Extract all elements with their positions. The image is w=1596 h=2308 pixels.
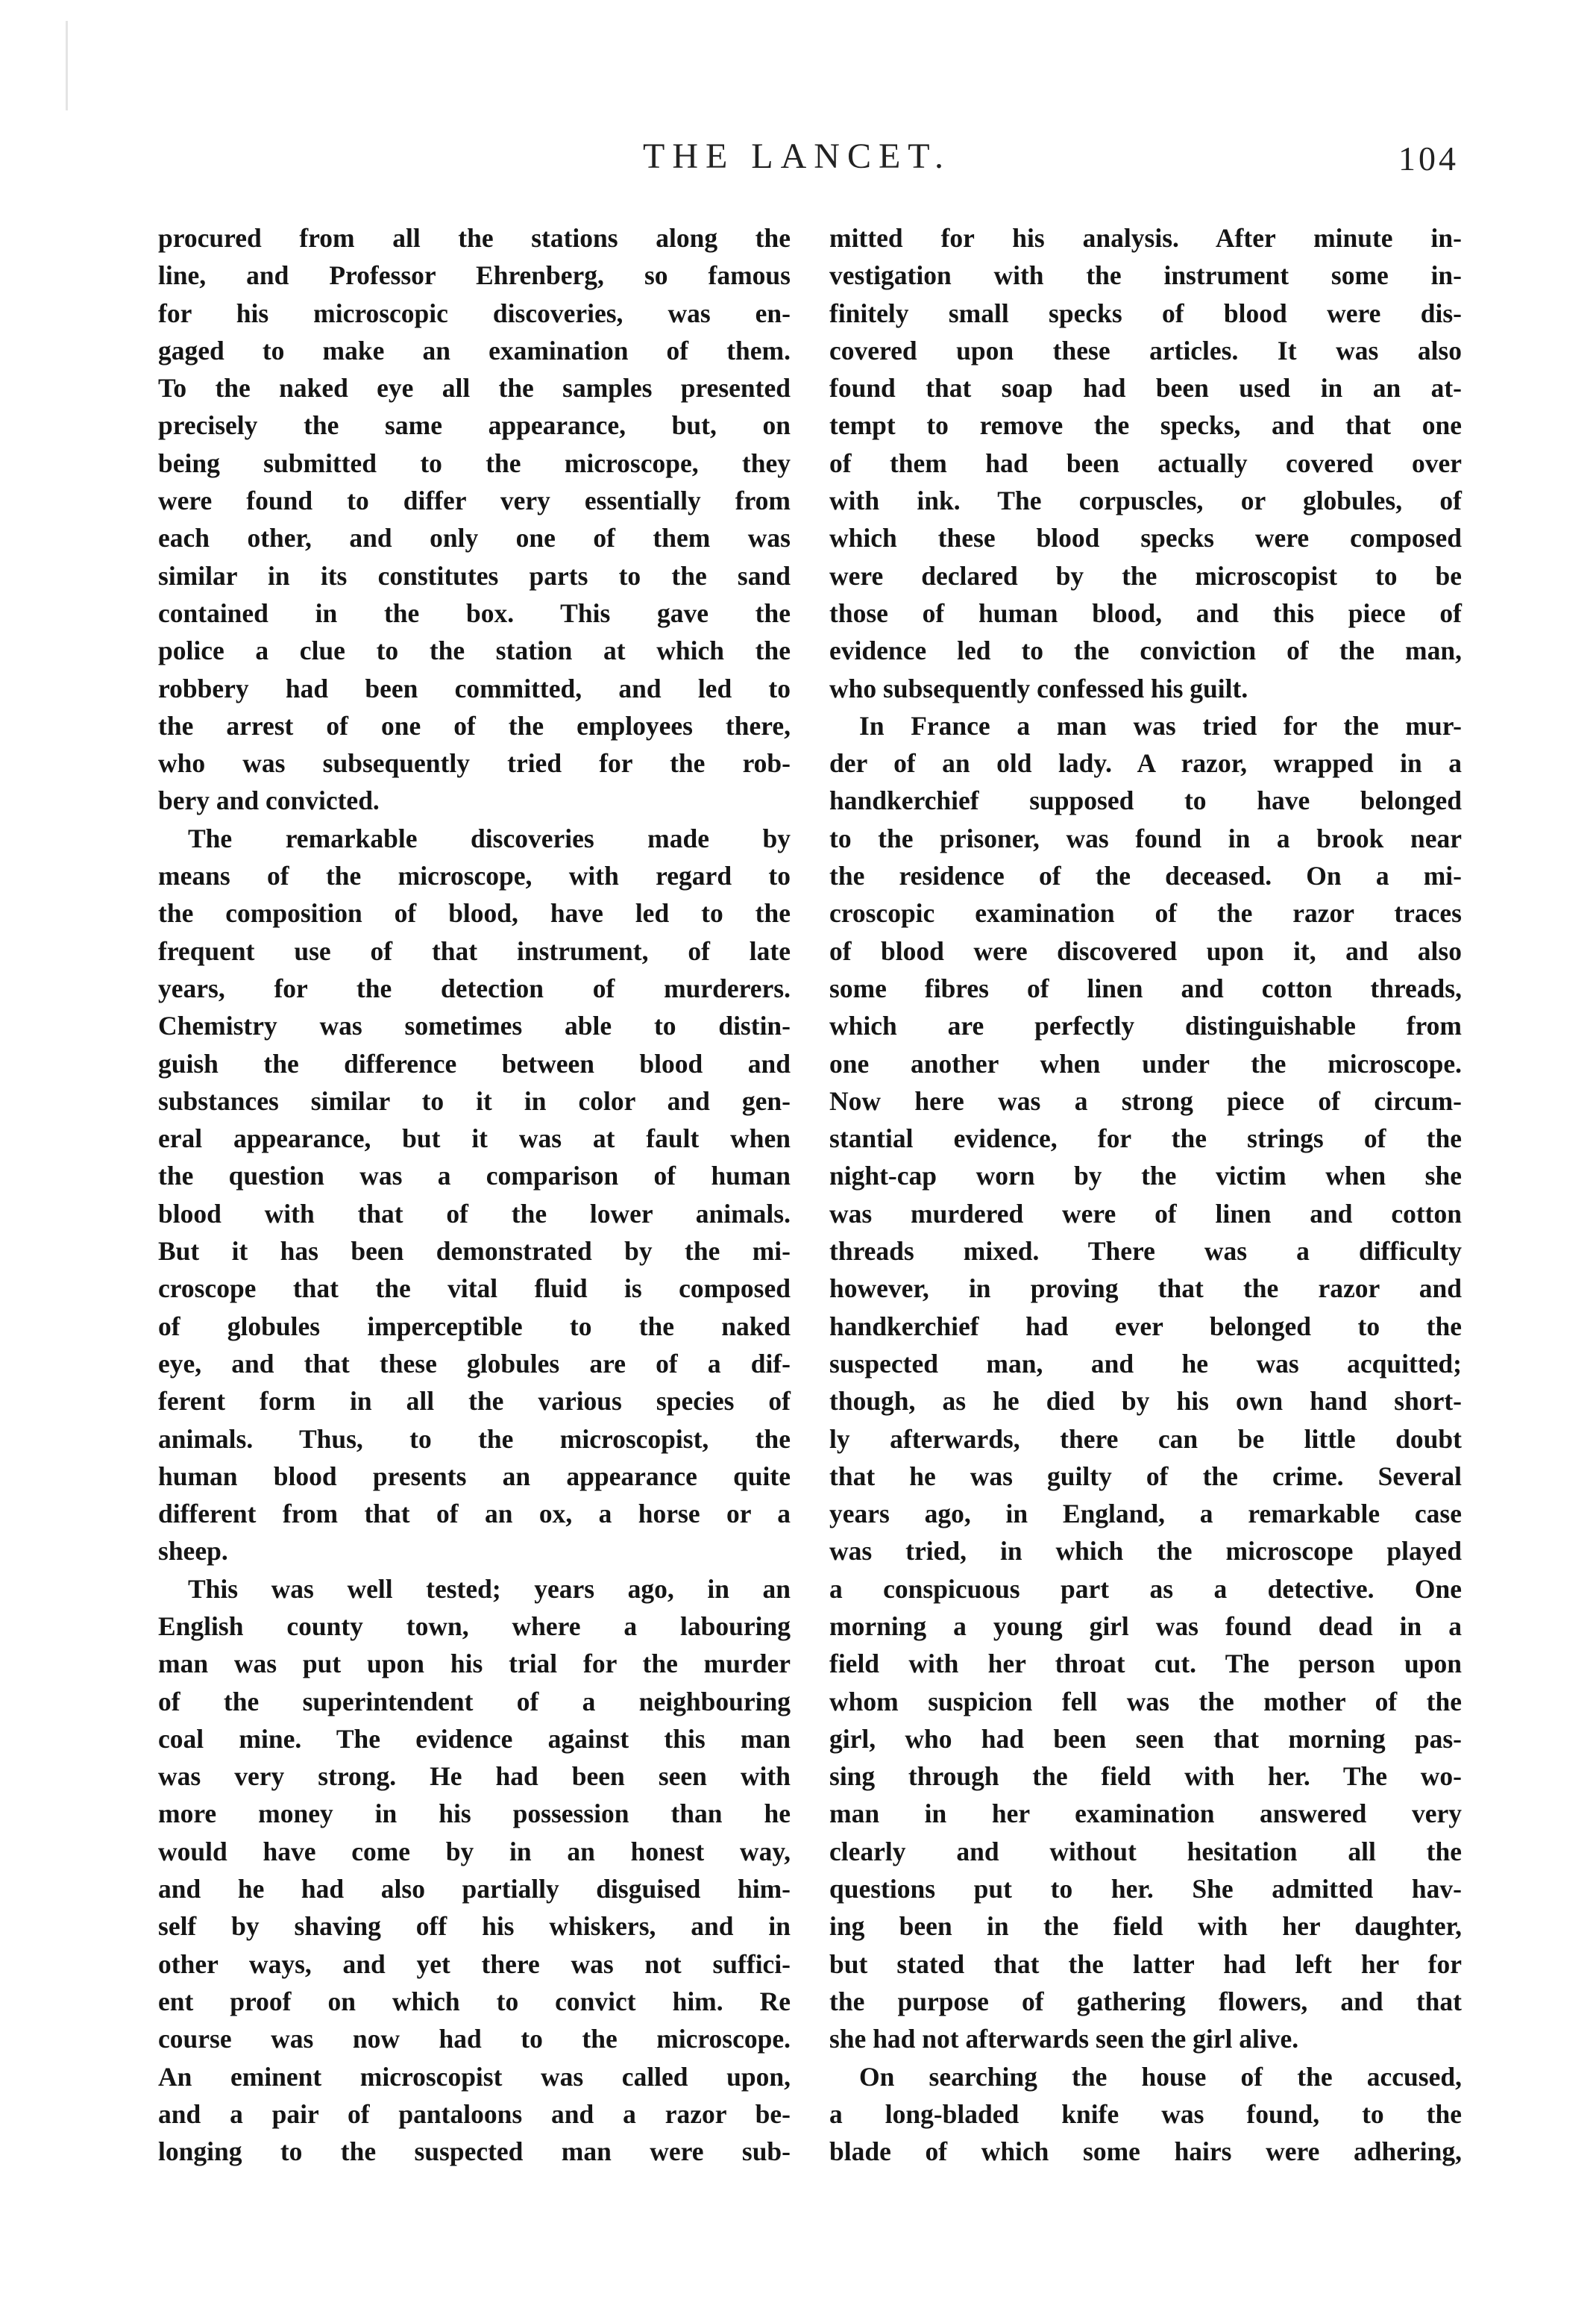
text-line: girl, who had been seen that morning pas- bbox=[829, 1723, 1462, 1754]
text-line: sheep. bbox=[158, 1536, 228, 1567]
text-line: more money in his possession than he bbox=[158, 1799, 791, 1829]
text-line: questions put to her. She admitted hav- bbox=[829, 1874, 1462, 1904]
text-line: were declared by the microscopist to be bbox=[829, 560, 1462, 591]
text-line: covered upon these articles. It was also bbox=[829, 335, 1462, 366]
text-line: handkerchief had ever belonged to the bbox=[829, 1311, 1462, 1341]
text-line: of blood were discovered upon it, and also bbox=[829, 935, 1462, 966]
text-line: Now here was a strong piece of circum- bbox=[829, 1085, 1462, 1116]
text-line: with ink. The corpuscles, or globules, of bbox=[829, 486, 1462, 516]
text-line: that he was guilty of the crime. Several bbox=[829, 1461, 1462, 1491]
text-line: of globules imperceptible to the naked bbox=[158, 1311, 791, 1341]
text-line: was murdered were of linen and cotton bbox=[829, 1198, 1462, 1229]
text-line: morning a young girl was found dead in a bbox=[829, 1611, 1462, 1641]
text-line: frequent use of that instrument, of late bbox=[158, 935, 791, 966]
running-title: THE LANCET. bbox=[643, 137, 952, 176]
text-line: was very strong. He had been seen with bbox=[158, 1761, 791, 1792]
text-line: blood with that of the lower animals. bbox=[158, 1198, 791, 1229]
text-line: guish the difference between blood and bbox=[158, 1048, 791, 1079]
text-line: similar in its constitutes parts to the sand bbox=[158, 560, 791, 591]
text-line: man in her examination answered very bbox=[829, 1799, 1462, 1829]
text-line: sing through the field with her. The wo- bbox=[829, 1761, 1462, 1792]
text-line: the question was a comparison of human bbox=[158, 1161, 791, 1191]
text-line: the purpose of gathering flowers, and that bbox=[829, 1986, 1462, 2016]
text-line: ferent form in all the various species of bbox=[158, 1386, 791, 1417]
text-line: some fibres of linen and cotton threads, bbox=[829, 973, 1462, 1003]
text-line: were found to differ very essentially from bbox=[158, 486, 791, 516]
text-line: which are perfectly distinguishable from bbox=[829, 1011, 1462, 1041]
left-text-column bbox=[158, 219, 791, 2170]
text-line: those of human blood, and this piece of bbox=[829, 598, 1462, 628]
text-line: robbery had been committed, and led to bbox=[158, 673, 791, 703]
text-line: course was now had to the microscope. bbox=[158, 2024, 791, 2054]
text-line: vestigation with the instrument some in- bbox=[829, 260, 1462, 291]
text-line: years, for the detection of murderers. bbox=[158, 973, 791, 1003]
text-line: procured from all the stations along the bbox=[158, 223, 791, 253]
text-line: which these blood specks were composed bbox=[829, 523, 1462, 554]
text-line: to the prisoner, was found in a brook near bbox=[829, 823, 1462, 853]
text-line: suspected man, and he was acquitted; bbox=[829, 1348, 1462, 1379]
text-line: threads mixed. There was a difficulty bbox=[829, 1236, 1462, 1267]
text-line: On searching the house of the accused, bbox=[859, 2061, 1462, 2092]
text-line: To the naked eye all the samples presented bbox=[158, 373, 791, 404]
text-line: whom suspicion fell was the mother of the bbox=[829, 1686, 1462, 1716]
text-line: police a clue to the station at which the bbox=[158, 636, 791, 666]
text-line: tempt to remove the specks, and that one bbox=[829, 410, 1462, 441]
text-line: being submitted to the microscope, they bbox=[158, 448, 791, 478]
text-line: coal mine. The evidence against this man bbox=[158, 1723, 791, 1754]
text-line: eye, and that these globules are of a dif- bbox=[158, 1348, 791, 1379]
text-line: bery and convicted. bbox=[158, 785, 380, 816]
page-number: 104 bbox=[1398, 139, 1459, 178]
page-header bbox=[0, 136, 1596, 181]
text-line: clearly and without hesitation all the bbox=[829, 1836, 1462, 1866]
text-line: for his microscopic discoveries, was en- bbox=[158, 298, 791, 328]
text-line: was tried, in which the microscope played bbox=[829, 1536, 1462, 1567]
text-line: gaged to make an examination of them. bbox=[158, 335, 791, 366]
text-line: she had not afterwards seen the girl alive. bbox=[829, 2024, 1299, 2054]
text-line: the arrest of one of the employees there, bbox=[158, 710, 791, 741]
text-line: line, and Professor Ehrenberg, so famous bbox=[158, 260, 791, 291]
text-line: der of an old lady. A razor, wrapped in a bbox=[829, 748, 1462, 779]
text-line: ly afterwards, there can be little doubt bbox=[829, 1423, 1462, 1454]
text-line: one another when under the microscope. bbox=[829, 1048, 1462, 1079]
text-line: man was put upon his trial for the murder bbox=[158, 1649, 791, 1679]
text-line: This was well tested; years ago, in an bbox=[188, 1573, 791, 1604]
text-line: found that soap had been used in an at- bbox=[829, 373, 1462, 404]
text-line: years ago, in England, a remarkable case bbox=[829, 1499, 1462, 1529]
text-line: field with her throat cut. The person upon bbox=[829, 1649, 1462, 1679]
text-line: contained in the box. This gave the bbox=[158, 598, 791, 628]
text-line: mitted for his analysis. After minute in- bbox=[829, 223, 1462, 253]
text-line: animals. Thus, to the microscopist, the bbox=[158, 1423, 791, 1454]
text-line: The remarkable discoveries made by bbox=[188, 823, 791, 853]
text-line: different from that of an ox, a horse or a bbox=[158, 1499, 791, 1529]
text-line: a long-bladed knife was found, to the bbox=[829, 2098, 1462, 2129]
text-line: would have come by in an honest way, bbox=[158, 1836, 791, 1866]
text-line: English county town, where a labouring bbox=[158, 1611, 791, 1641]
right-text-column bbox=[829, 219, 1462, 2170]
text-line: who subsequently confessed his guilt. bbox=[829, 673, 1248, 703]
text-line: human blood presents an appearance quite bbox=[158, 1461, 791, 1491]
text-line: night-cap worn by the victim when she bbox=[829, 1161, 1462, 1191]
text-line: Chemistry was sometimes able to distin- bbox=[158, 1011, 791, 1041]
margin-mark bbox=[66, 21, 68, 110]
text-line: though, as he died by his own hand short- bbox=[829, 1386, 1462, 1417]
text-line: and he had also partially disguised him- bbox=[158, 1874, 791, 1904]
text-line: croscope that the vital fluid is composed bbox=[158, 1273, 791, 1304]
text-line: In France a man was tried for the mur- bbox=[859, 710, 1462, 741]
text-line: evidence led to the conviction of the man, bbox=[829, 636, 1462, 666]
text-line: of them had been actually covered over bbox=[829, 448, 1462, 478]
text-line: self by shaving off his whiskers, and in bbox=[158, 1911, 791, 1942]
text-line: other ways, and yet there was not suffici- bbox=[158, 1948, 791, 1979]
text-line: eral appearance, but it was at fault when bbox=[158, 1123, 791, 1154]
text-line: ing been in the field with her daughter, bbox=[829, 1911, 1462, 1942]
text-line: substances similar to it in color and gen- bbox=[158, 1085, 791, 1116]
text-line: each other, and only one of them was bbox=[158, 523, 791, 554]
text-line: and a pair of pantaloons and a razor be- bbox=[158, 2098, 791, 2129]
text-line: precisely the same appearance, but, on bbox=[158, 410, 791, 441]
text-line: who was subsequently tried for the rob- bbox=[158, 748, 791, 779]
text-line: but stated that the latter had left her for bbox=[829, 1948, 1462, 1979]
text-line: however, in proving that the razor and bbox=[829, 1273, 1462, 1304]
text-line: means of the microscope, with regard to bbox=[158, 861, 791, 891]
text-line: of the superintendent of a neighbouring bbox=[158, 1686, 791, 1716]
text-line: stantial evidence, for the strings of the bbox=[829, 1123, 1462, 1154]
text-line: An eminent microscopist was called upon, bbox=[158, 2061, 791, 2092]
text-line: blade of which some hairs were adhering, bbox=[829, 2136, 1462, 2167]
text-line: longing to the suspected man were sub- bbox=[158, 2136, 791, 2167]
text-line: croscopic examination of the razor traces bbox=[829, 898, 1462, 929]
text-line: a conspicuous part as a detective. One bbox=[829, 1573, 1462, 1604]
text-line: But it has been demonstrated by the mi- bbox=[158, 1236, 791, 1267]
text-line: handkerchief supposed to have belonged bbox=[829, 785, 1462, 816]
text-line: ent proof on which to convict him. Re bbox=[158, 1986, 791, 2016]
text-line: the composition of blood, have led to the bbox=[158, 898, 791, 929]
text-line: finitely small specks of blood were dis- bbox=[829, 298, 1462, 328]
text-line: the residence of the deceased. On a mi- bbox=[829, 861, 1462, 891]
